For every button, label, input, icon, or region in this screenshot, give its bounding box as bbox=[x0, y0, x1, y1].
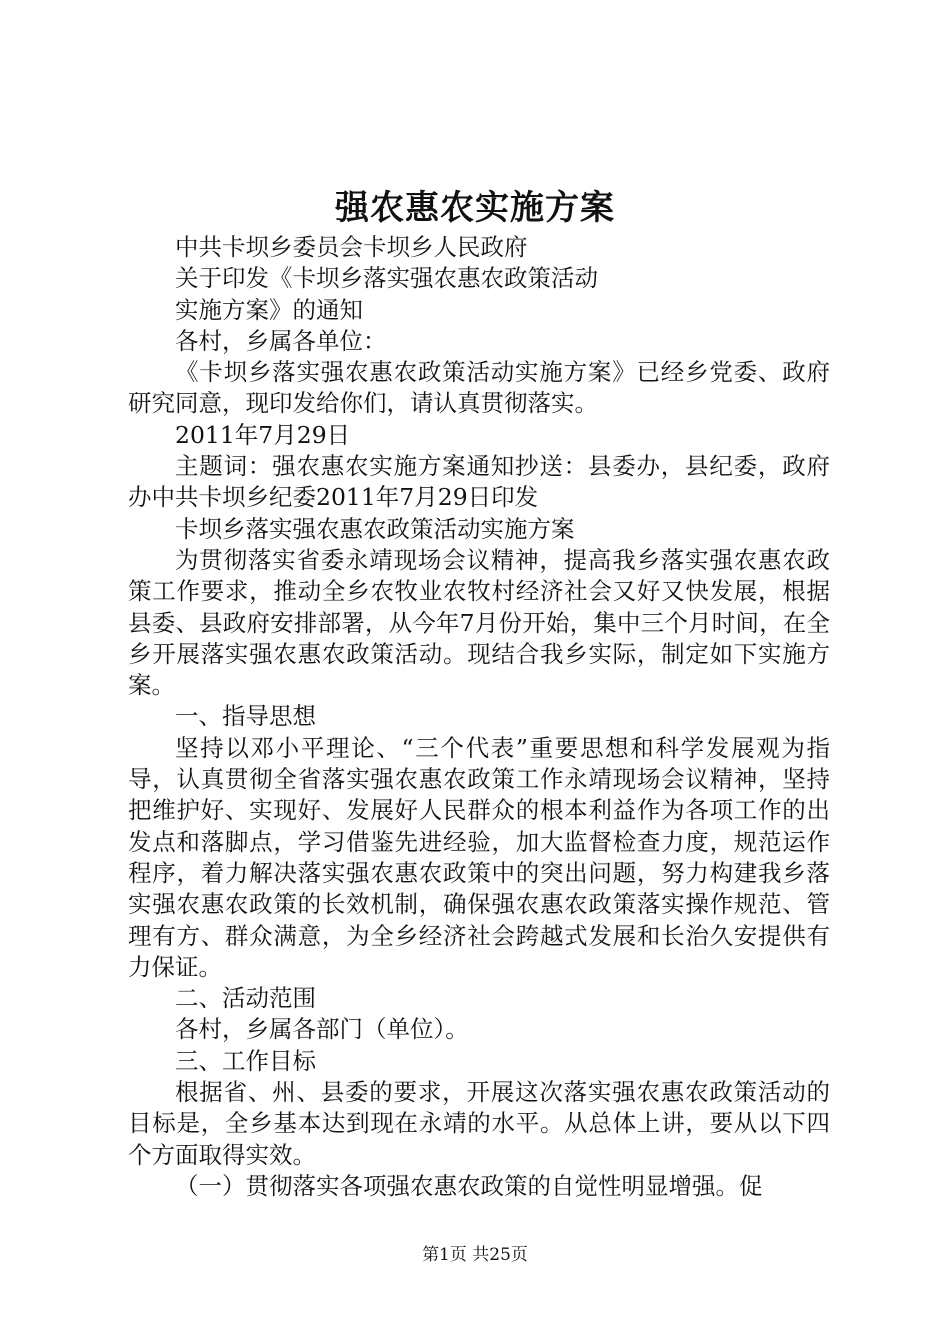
section-heading-scope: 二、活动范围 bbox=[175, 984, 316, 1013]
section-heading-guiding-thought: 一、指导思想 bbox=[175, 702, 316, 731]
paragraph-notice-body: 《卡坝乡落实强农惠农政策活动实施方案》已经乡党委、政府研究同意，现印发给你们，请认真贯彻落实。 bbox=[128, 358, 830, 418]
paragraph-intro: 为贯彻落实省委永靖现场会议精神，提高我乡落实强农惠农政策工作要求，推动全乡农牧业农牧村经济社会又好又快发展，根据县委、县政府安排部署，从今年7月份开始，集中三个月时间，在全乡开展落实强农惠农政策活动。现结合我乡实际，制定如下实施方案。 bbox=[128, 545, 830, 700]
page-number-footer: 第1页 共25页 bbox=[422, 1245, 528, 1265]
document-title: 强农惠农实施方案 bbox=[335, 188, 615, 228]
paragraph-guiding-thought: 坚持以邓小平理论、“三个代表”重要思想和科学发展观为指导，认真贯彻全省落实强农惠农政策工作永靖现场会议精神，坚持把维护好、实现好、发展好人民群众的根本利益作为各项工作的出发点和落脚点，学习借鉴先进经验，加大监督检查力度，规范运作程序，着力解决落实强农惠农政策中的突出问题，努力构建我乡落实强农惠农政策的长效机制，确保强农惠农政策落实操作规范、管理有方、群众满意，为全乡经济社会跨越式发展和长治久安提供有力保证。 bbox=[128, 733, 830, 981]
paragraph-notice-title-2: 实施方案》的通知 bbox=[175, 295, 363, 324]
paragraph-recipients: 各村，乡属各单位： bbox=[175, 326, 387, 355]
paragraph-scope: 各村，乡属各部门（单位）。 bbox=[175, 1015, 469, 1044]
paragraph-date: 2011年7月29日 bbox=[175, 420, 351, 449]
document-body bbox=[128, 232, 830, 1202]
paragraph-plan-title: 卡坝乡落实强农惠农政策活动实施方案 bbox=[175, 514, 575, 543]
paragraph-subject-words: 主题词：强农惠农实施方案通知抄送：县委办，县纪委，政府办中共卡坝乡纪委2011年7月29日印发 bbox=[128, 452, 830, 512]
paragraph-goal-1: （一）贯彻落实各项强农惠农政策的自觉性明显增强。促 bbox=[175, 1171, 763, 1200]
paragraph-notice-title-1: 关于印发《卡坝乡落实强农惠农政策活动 bbox=[175, 264, 598, 293]
section-heading-goals: 三、工作目标 bbox=[175, 1046, 316, 1075]
paragraph-issuer: 中共卡坝乡委员会卡坝乡人民政府 bbox=[175, 233, 528, 261]
paragraph-goals: 根据省、州、县委的要求，开展这次落实强农惠农政策活动的目标是，全乡基本达到现在永靖的水平。从总体上讲，要从以下四个方面取得实效。 bbox=[128, 1078, 830, 1169]
